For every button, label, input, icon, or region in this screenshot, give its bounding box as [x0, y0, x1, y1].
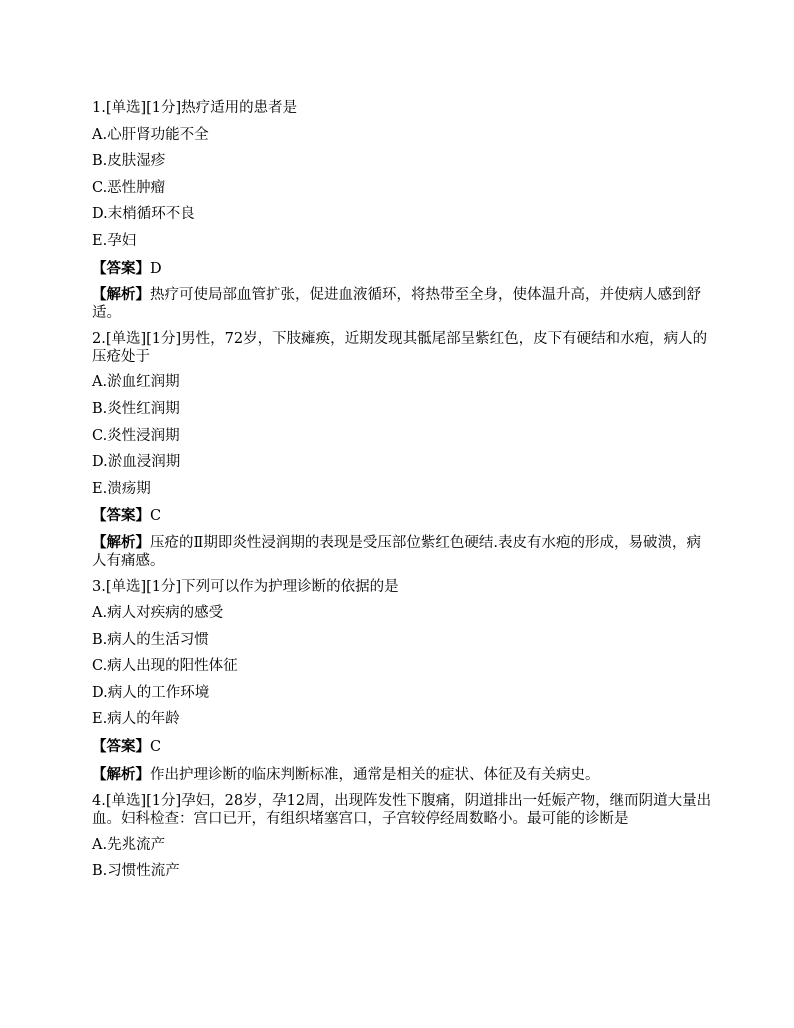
option-b: B.习惯性流产	[92, 863, 180, 880]
question-document	[92, 99, 712, 889]
analysis-text: 热疗可使局部血管扩张，促进血液循环，将热带至全身，使体温升高，并使病人感到舒适。	[92, 287, 701, 322]
analysis	[92, 286, 712, 322]
answer	[92, 506, 712, 526]
question-stem: 3.[单选][1分]下列可以作为护理诊断的依据的是	[92, 578, 399, 595]
option-c: C.病人出现的阳性体征	[92, 658, 238, 675]
option-e: E.病人的年龄	[92, 711, 180, 728]
option-a: A.淤血红润期	[92, 374, 180, 391]
question-3	[92, 578, 712, 785]
analysis	[92, 534, 712, 570]
answer-label: 【答案】	[92, 507, 150, 525]
answer	[92, 737, 712, 757]
analysis-label: 【解析】	[92, 286, 150, 304]
answer-value: D	[150, 260, 162, 277]
option-c: C.恶性肿瘤	[92, 179, 166, 196]
option-b: B.病人的生活习惯	[92, 631, 209, 648]
option-a: A.先兆流产	[92, 836, 166, 853]
question-stem: 4.[单选][1分]孕妇，28岁，孕12周，出现阵发性下腹痛，阴道排出一妊娠产物，继而阴道大量出血。妇科检查：宫口已开，有组织堵塞宫口，子宫较停经周数略小。最可能的诊断是	[92, 793, 712, 828]
analysis-text: 压疮的Ⅱ期即炎性浸润期的表现是受压部位紫红色硬结.表皮有水疱的形成，易破溃，病人有痛感。	[92, 534, 701, 569]
analysis-label: 【解析】	[92, 533, 150, 551]
question-4	[92, 792, 712, 881]
option-d: D.末梢循环不良	[92, 206, 195, 223]
option-d: D.淤血浸润期	[92, 454, 181, 471]
analysis	[92, 765, 712, 785]
option-e: E.溃疡期	[92, 480, 151, 497]
analysis-text: 作出护理诊断的临床判断标准，通常是相关的症状、体征及有关病史。	[150, 766, 600, 783]
answer	[92, 259, 712, 279]
option-d: D.病人的工作环境	[92, 684, 210, 701]
question-1	[92, 99, 712, 322]
analysis-label: 【解析】	[92, 765, 150, 783]
option-b: B.皮肤湿疹	[92, 153, 166, 170]
option-b: B.炎性红润期	[92, 400, 180, 417]
question-stem: 2.[单选][1分]男性，72岁，下肢瘫痪，近期发现其骶尾部呈紫红色，皮下有硬结和水疱，病人的压疮处于	[92, 330, 708, 365]
option-e: E.孕妇	[92, 232, 137, 249]
answer-label: 【答案】	[92, 259, 150, 277]
question-stem: 1.[单选][1分]热疗适用的患者是	[92, 100, 298, 116]
answer-value: C	[150, 508, 162, 525]
option-a: A.心肝肾功能不全	[92, 126, 209, 143]
answer-value: C	[150, 739, 162, 756]
option-c: C.炎性浸润期	[92, 427, 180, 444]
question-2	[92, 330, 712, 570]
answer-label: 【答案】	[92, 738, 150, 756]
option-a: A.病人对疾病的感受	[92, 605, 224, 622]
